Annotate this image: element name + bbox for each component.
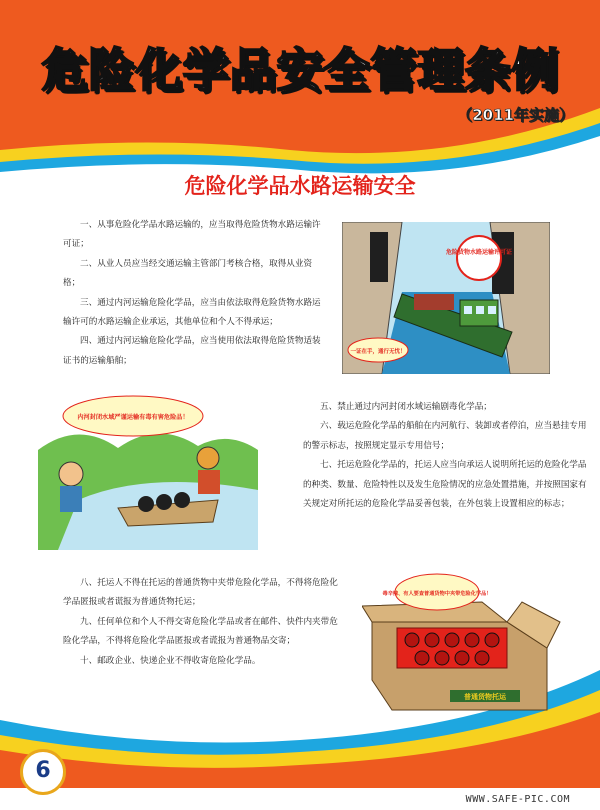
year-badge: （2011年实施）	[457, 106, 574, 124]
rule-4: 四、通过内河运输危险化学品，应当使用依法取得危险货物适装证书的运输船舶；	[63, 336, 321, 366]
rule-5: 五、禁止通过内河封闭水域运输剧毒化学品；	[320, 402, 492, 412]
rules-group-2	[303, 398, 593, 514]
box-label: 普通货物托运	[464, 693, 506, 701]
rule-2: 二、从业人员应当经交通运输主管部门考核合格，取得从业资格；	[63, 258, 313, 289]
rules-group-3	[63, 574, 343, 671]
poster-title: 危险化学品安全管理条例	[41, 43, 559, 97]
rule-6: 六、载运危险化学品的船舶在内河航行、装卸或者停泊，应当悬挂专用的警示标志，按照规定显示专用信号；	[303, 421, 587, 451]
rules-group-1	[63, 216, 325, 371]
rule-10: 十、邮政企业、快递企业不得收寄危险化学品。	[80, 655, 261, 666]
ship-illustration	[342, 222, 550, 374]
box-bubble-text: 毒辛辣、有人要查普通货物中夹带危险化学品！	[382, 591, 492, 597]
rule-7: 七、托运危险化学品的，托运人应当向承运人说明所托运的危险化学品的种类、数量、危险特性以及发生危险情况的应急处置措施，并按照国家有关规定对所托运的危险化学品妥善包装，在外包装上设置相应的标志；	[303, 460, 587, 510]
watermark: WWW.SAFE-PIC.COM	[465, 794, 570, 805]
page-number: 6	[20, 749, 66, 795]
rule-3: 三、通过内河运输危险化学品，应当由依法取得危险货物水路运输许可的水路运输企业承运，其他单位和个人不得承运；	[63, 297, 321, 328]
boat-illustration	[38, 390, 258, 550]
ship-bubble-text: 一证在手，通行无忧！	[350, 349, 406, 355]
box-illustration	[362, 570, 562, 720]
rule-8: 八、托运人不得在托运的普通货物中夹带危险化学品，不得将危险化学品匿报或者谎报为普通货物托运；	[63, 578, 338, 608]
permit-sign: 危险货物水路运输许可证	[445, 249, 513, 256]
rule-1: 一、从事危险化学品水路运输的，应当取得危险货物水路运输许可证；	[63, 220, 321, 250]
boat-bubble-text: 内河封闭水域严谨运输有毒有害危险品！	[77, 414, 189, 421]
rule-9: 九、任何单位和个人不得交寄危险化学品或者在邮件、快件内夹带危险化学品，不得将危险化学品匿报或者谎报为普通物品交寄；	[63, 616, 338, 647]
section-subtitle: 危险化学品水路运输安全	[184, 173, 416, 198]
